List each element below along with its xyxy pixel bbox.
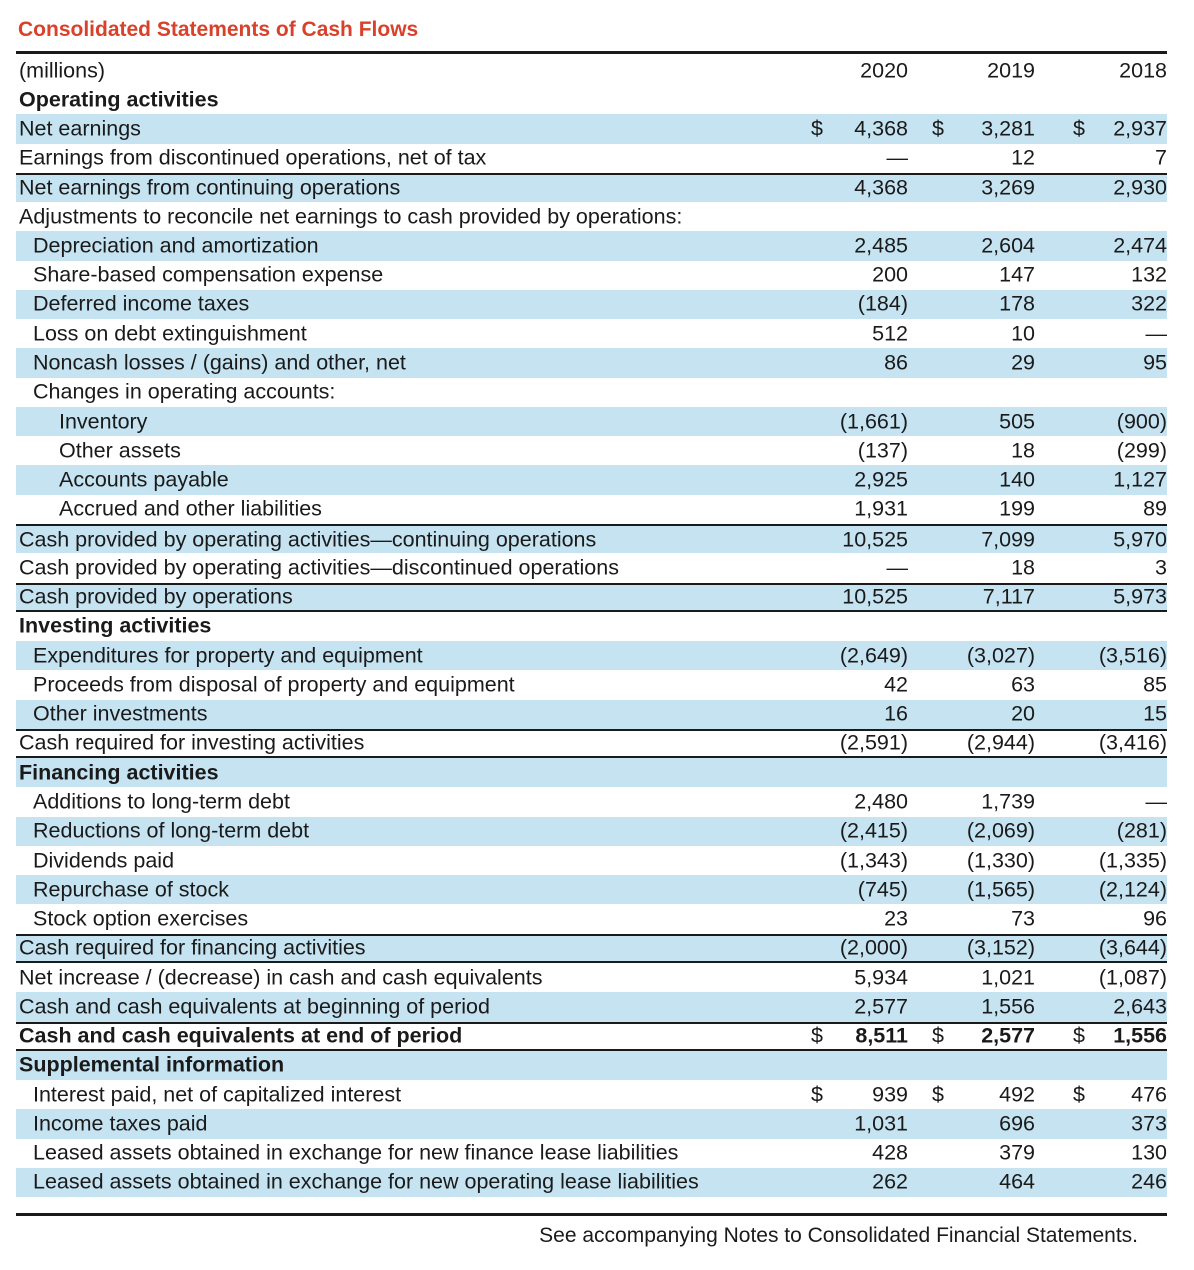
row-label: Cash provided by operating activities—discontinued operations [19, 555, 619, 580]
row-value-2018: (281) [1116, 818, 1167, 843]
row-label: Noncash losses / (gains) and other, net [33, 350, 406, 375]
table-row [16, 934, 1167, 963]
row-value-2019: 140 [999, 467, 1035, 492]
year-header-2019: 2019 [987, 58, 1035, 83]
row-label: Net earnings [19, 116, 141, 141]
table-row [16, 729, 1167, 758]
row-value-2020: (2,649) [839, 643, 908, 668]
currency-symbol: $ [811, 1023, 823, 1048]
row-label: Deferred income taxes [33, 291, 250, 316]
row-label: Share-based compensation expense [33, 262, 384, 287]
row-label: Leased assets obtained in exchange for new finance lease liabilities [33, 1140, 679, 1165]
row-value-2020: 262 [872, 1169, 908, 1194]
row-value-2020: — [886, 555, 908, 580]
row-value-2020: 10,525 [842, 527, 908, 552]
row-label: Additions to long-term debt [33, 789, 290, 814]
row-value-2018: 130 [1131, 1140, 1167, 1165]
row-label: Stock option exercises [33, 906, 249, 931]
row-value-2020: 23 [884, 906, 908, 931]
table-row [16, 670, 1167, 699]
row-label: Leased assets obtained in exchange for new operating lease liabilities [33, 1169, 699, 1194]
row-value-2018: 1,556 [1113, 1023, 1167, 1048]
row-value-2019: 464 [999, 1169, 1035, 1194]
row-label: Net earnings from continuing operations [19, 175, 401, 200]
currency-symbol: $ [811, 116, 823, 141]
table-row [16, 524, 1167, 553]
row-label: Accrued and other liabilities [59, 496, 322, 521]
row-value-2018: 2,930 [1113, 175, 1167, 200]
year-header-2020: 2020 [860, 58, 908, 83]
row-label: Cash provided by operating activities—continuing operations [19, 527, 597, 552]
row-value-2020: 512 [872, 321, 908, 346]
table-row [16, 758, 1167, 787]
table-row [16, 436, 1167, 465]
row-label: Operating activities [19, 87, 219, 112]
top-rule [16, 51, 1167, 54]
row-value-2019: 2,604 [981, 233, 1035, 258]
row-value-2020: (1,661) [839, 409, 908, 434]
row-value-2018: (2,124) [1098, 877, 1167, 902]
row-value-2018: (900) [1116, 409, 1167, 434]
row-value-2020: 2,925 [854, 467, 908, 492]
row-value-2018: — [1145, 321, 1167, 346]
row-value-2020: (2,591) [839, 730, 908, 755]
table-row [16, 1051, 1167, 1080]
row-value-2019: 1,739 [981, 789, 1035, 814]
row-value-2018: 96 [1143, 906, 1167, 931]
row-value-2018: 322 [1131, 291, 1167, 316]
row-value-2018: 5,970 [1113, 527, 1167, 552]
row-value-2019: (2,944) [966, 730, 1035, 755]
row-value-2019: 73 [1011, 906, 1035, 931]
row-value-2019: 7,099 [981, 527, 1035, 552]
row-value-2020: 2,480 [854, 789, 908, 814]
row-value-2020: 2,485 [854, 233, 908, 258]
row-value-2018: 7 [1155, 145, 1167, 170]
row-label: Investing activities [19, 613, 212, 638]
row-label: Cash and cash equivalents at end of period [19, 1023, 463, 1048]
row-value-2018: (3,516) [1098, 643, 1167, 668]
row-value-2019: 2,577 [981, 1023, 1035, 1048]
row-value-2019: 29 [1011, 350, 1035, 375]
row-value-2019: 18 [1011, 555, 1035, 580]
row-value-2020: 16 [884, 701, 908, 726]
table-row [16, 1168, 1167, 1197]
row-label: Supplemental information [19, 1052, 285, 1077]
table-row [16, 992, 1167, 1021]
row-value-2018: 89 [1143, 496, 1167, 521]
row-value-2019: 10 [1011, 321, 1035, 346]
row-value-2019: (1,330) [966, 848, 1035, 873]
row-label: Accounts payable [59, 467, 229, 492]
row-value-2018: (3,416) [1098, 730, 1167, 755]
row-value-2018: 3 [1155, 555, 1167, 580]
row-label: Depreciation and amortization [33, 233, 319, 258]
row-value-2020: — [886, 145, 908, 170]
row-value-2018: 1,127 [1113, 467, 1167, 492]
statement-title: Consolidated Statements of Cash Flows [18, 18, 419, 41]
table-row [16, 202, 1167, 231]
row-value-2020: (137) [857, 438, 908, 463]
row-value-2019: (2,069) [966, 818, 1035, 843]
row-value-2019: 505 [999, 409, 1035, 434]
row-value-2020: 428 [872, 1140, 908, 1165]
row-value-2020: 200 [872, 262, 908, 287]
row-value-2019: 20 [1011, 701, 1035, 726]
row-label: Dividends paid [33, 848, 175, 873]
row-value-2018: 95 [1143, 350, 1167, 375]
currency-symbol: $ [811, 1082, 823, 1107]
row-value-2020: 4,368 [854, 175, 908, 200]
table-row [16, 290, 1167, 319]
row-value-2020: 4,368 [854, 116, 908, 141]
row-value-2018: 476 [1131, 1082, 1167, 1107]
row-value-2019: 1,556 [981, 994, 1035, 1019]
row-label: Inventory [59, 409, 148, 434]
table-row [16, 231, 1167, 260]
row-label: Other assets [59, 438, 181, 463]
row-value-2019: 1,021 [981, 965, 1035, 990]
row-value-2019: 379 [999, 1140, 1035, 1165]
table-row [16, 319, 1167, 348]
row-label: Income taxes paid [33, 1111, 208, 1136]
table-row [16, 261, 1167, 290]
table-header-row [16, 57, 1167, 85]
row-value-2019: 178 [999, 291, 1035, 316]
currency-symbol: $ [932, 1082, 944, 1107]
row-value-2018: (299) [1116, 438, 1167, 463]
currency-symbol: $ [932, 1023, 944, 1048]
table-row [16, 641, 1167, 670]
footnote: See accompanying Notes to Consolidated Financial Statements. [539, 1224, 1138, 1247]
table-row [16, 553, 1167, 582]
row-label: Earnings from discontinued operations, net of tax [19, 145, 487, 170]
row-value-2020: (2,415) [839, 818, 908, 843]
row-label: Proceeds from disposal of property and equipment [33, 672, 515, 697]
row-label: Adjustments to reconcile net earnings to cash provided by operations: [19, 204, 683, 229]
table-row [16, 612, 1167, 641]
row-value-2018: 15 [1143, 701, 1167, 726]
row-value-2020: 86 [884, 350, 908, 375]
row-value-2019: 12 [1011, 145, 1035, 170]
row-label: Reductions of long-term debt [33, 818, 310, 843]
row-label: Financing activities [19, 760, 219, 785]
row-value-2019: 18 [1011, 438, 1035, 463]
row-value-2018: 373 [1131, 1111, 1167, 1136]
year-header-2018: 2018 [1119, 58, 1167, 83]
row-label: Cash and cash equivalents at beginning of period [19, 994, 490, 1019]
table-row [16, 817, 1167, 846]
row-value-2019: 199 [999, 496, 1035, 521]
currency-symbol: $ [1073, 1023, 1085, 1048]
row-value-2020: (745) [857, 877, 908, 902]
row-value-2019: 7,117 [982, 584, 1035, 609]
row-label: Net increase / (decrease) in cash and cash equivalents [19, 965, 543, 990]
cash-flow-table [16, 57, 1167, 1197]
table-row [16, 875, 1167, 904]
table-row [16, 407, 1167, 436]
row-value-2020: 10,525 [842, 584, 908, 609]
row-value-2020: 2,577 [854, 994, 908, 1019]
row-label: Cash required for investing activities [19, 730, 365, 755]
currency-symbol: $ [1073, 116, 1085, 141]
row-label: Loss on debt extinguishment [33, 321, 307, 346]
row-value-2019: (3,027) [966, 643, 1035, 668]
row-value-2019: 3,269 [981, 175, 1035, 200]
row-value-2020: 1,031 [854, 1111, 908, 1136]
row-value-2020: 8,511 [855, 1023, 908, 1048]
units-label: (millions) [19, 58, 105, 83]
row-value-2018: (1,335) [1098, 848, 1167, 873]
table-row [16, 348, 1167, 377]
row-value-2018: 2,937 [1113, 116, 1167, 141]
row-value-2018: (1,087) [1098, 965, 1167, 990]
row-value-2020: 939 [872, 1082, 908, 1107]
table-row [16, 378, 1167, 407]
table-row [16, 114, 1167, 143]
row-label: Repurchase of stock [33, 877, 229, 902]
row-value-2019: 147 [999, 262, 1035, 287]
table-row [16, 583, 1167, 612]
table-row [16, 495, 1167, 524]
row-value-2018: — [1145, 789, 1167, 814]
table-row [16, 173, 1167, 202]
table-row [16, 1109, 1167, 1138]
row-label: Interest paid, net of capitalized interest [33, 1082, 402, 1107]
row-value-2018: 132 [1131, 262, 1167, 287]
table-row [16, 963, 1167, 992]
row-value-2019: 492 [999, 1082, 1035, 1107]
table-row [16, 85, 1167, 114]
row-value-2018: 85 [1143, 672, 1167, 697]
row-value-2018: 246 [1131, 1169, 1167, 1194]
row-value-2019: 3,281 [981, 116, 1035, 141]
row-value-2020: (1,343) [839, 848, 908, 873]
currency-symbol: $ [932, 116, 944, 141]
row-label: Changes in operating accounts: [33, 379, 336, 404]
row-label: Cash provided by operations [19, 584, 293, 609]
row-value-2018: (3,644) [1098, 935, 1167, 960]
row-value-2020: 42 [884, 672, 908, 697]
table-row [16, 1080, 1167, 1109]
table-row [16, 465, 1167, 494]
row-value-2018: 2,474 [1113, 233, 1167, 258]
table-row [16, 904, 1167, 933]
row-value-2018: 2,643 [1113, 994, 1167, 1019]
table-row [16, 787, 1167, 816]
row-value-2018: 5,973 [1113, 584, 1167, 609]
bottom-rule [16, 1213, 1167, 1216]
row-value-2019: 63 [1011, 672, 1035, 697]
currency-symbol: $ [1073, 1082, 1085, 1107]
row-label: Other investments [33, 701, 208, 726]
row-value-2020: 5,934 [854, 965, 908, 990]
row-value-2019: 696 [999, 1111, 1035, 1136]
row-label: Cash required for financing activities [19, 935, 366, 960]
table-row [16, 144, 1167, 173]
row-value-2020: (184) [857, 291, 908, 316]
table-row [16, 846, 1167, 875]
table-row [16, 700, 1167, 729]
row-label: Expenditures for property and equipment [33, 643, 423, 668]
table-row [16, 1022, 1167, 1051]
row-value-2019: (1,565) [966, 877, 1035, 902]
row-value-2020: (2,000) [839, 935, 908, 960]
table-row [16, 1139, 1167, 1168]
row-value-2020: 1,931 [854, 496, 908, 521]
row-value-2019: (3,152) [966, 935, 1035, 960]
